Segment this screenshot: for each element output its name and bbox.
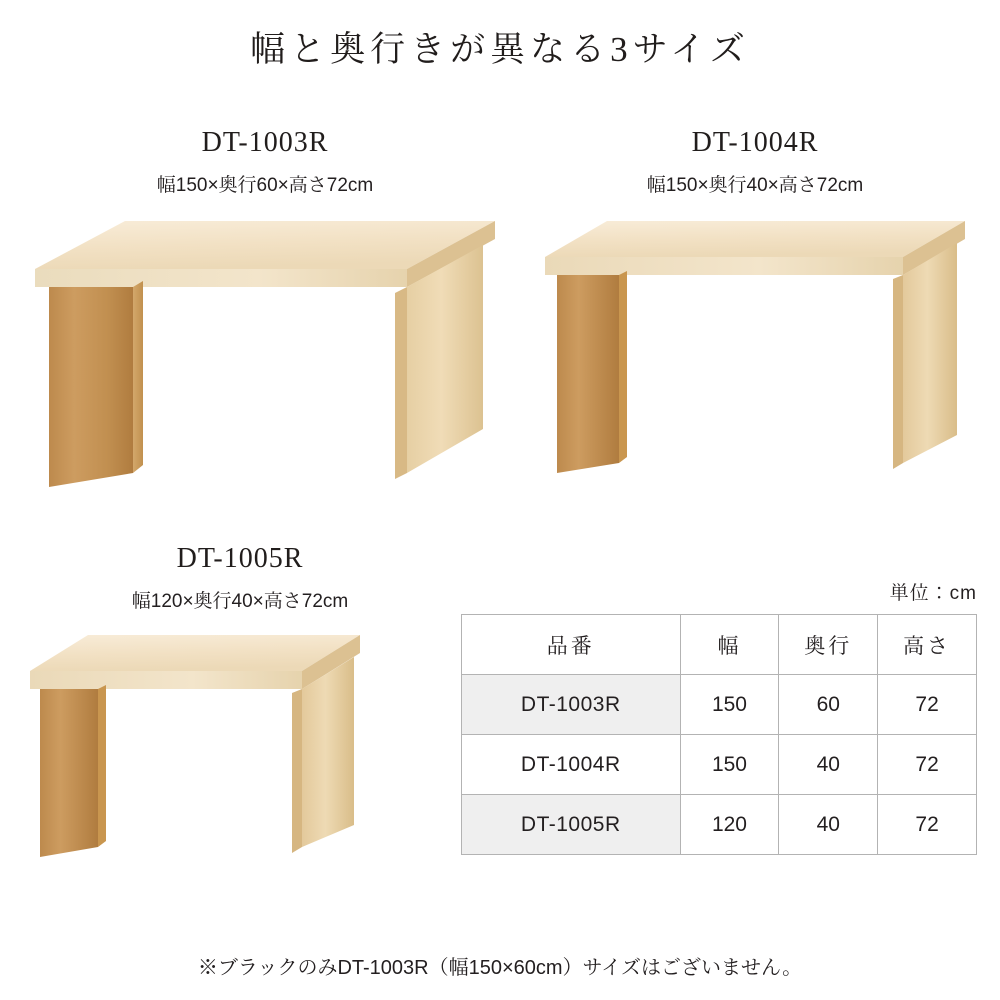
- cell-height: 72: [878, 795, 977, 855]
- th-depth: 奥行: [779, 615, 878, 675]
- cell-depth: 40: [779, 735, 878, 795]
- table-row: [462, 735, 977, 795]
- cell-width: 120: [680, 795, 779, 855]
- cell-code: DT-1004R: [462, 735, 681, 795]
- cell-code: DT-1005R: [462, 795, 681, 855]
- th-height: 高さ: [878, 615, 977, 675]
- cell-code: DT-1003R: [462, 675, 681, 735]
- cell-height: 72: [878, 675, 977, 735]
- product-dims-2: 幅150×奥行40×高さ72cm: [646, 175, 864, 196]
- th-code: 品番: [462, 615, 681, 675]
- product-dims-1: 幅150×奥行60×高さ72cm: [156, 175, 374, 196]
- desk-illustration-dt-1005r: [30, 635, 450, 885]
- desk-illustration-dt-1003r: [35, 221, 495, 496]
- product-code-2: DT-1004R: [691, 127, 819, 158]
- cell-height: 72: [878, 735, 977, 795]
- cell-depth: 60: [779, 675, 878, 735]
- product-block-dt-1004r: [545, 127, 965, 496]
- cell-depth: 40: [779, 795, 878, 855]
- table-row: [462, 675, 977, 735]
- footnote: ※ブラックのみDT-1003R（幅150×60cm）サイズはございません。: [197, 957, 803, 979]
- unit-label: 単位：cm: [889, 583, 977, 604]
- table-header-row: [462, 615, 977, 675]
- product-block-dt-1003r: [35, 127, 495, 496]
- cell-width: 150: [680, 675, 779, 735]
- product-block-dt-1005r: [30, 543, 450, 885]
- table-row: [462, 795, 977, 855]
- product-code-1: DT-1003R: [201, 127, 329, 158]
- product-code-3: DT-1005R: [176, 543, 304, 574]
- product-dims-3: 幅120×奥行40×高さ72cm: [131, 591, 349, 612]
- desk-illustration-dt-1004r: [545, 221, 965, 496]
- th-width: 幅: [680, 615, 779, 675]
- cell-width: 150: [680, 735, 779, 795]
- page-title: 幅と奥行きが異なる3サイズ: [250, 30, 750, 69]
- spec-table: [461, 614, 977, 855]
